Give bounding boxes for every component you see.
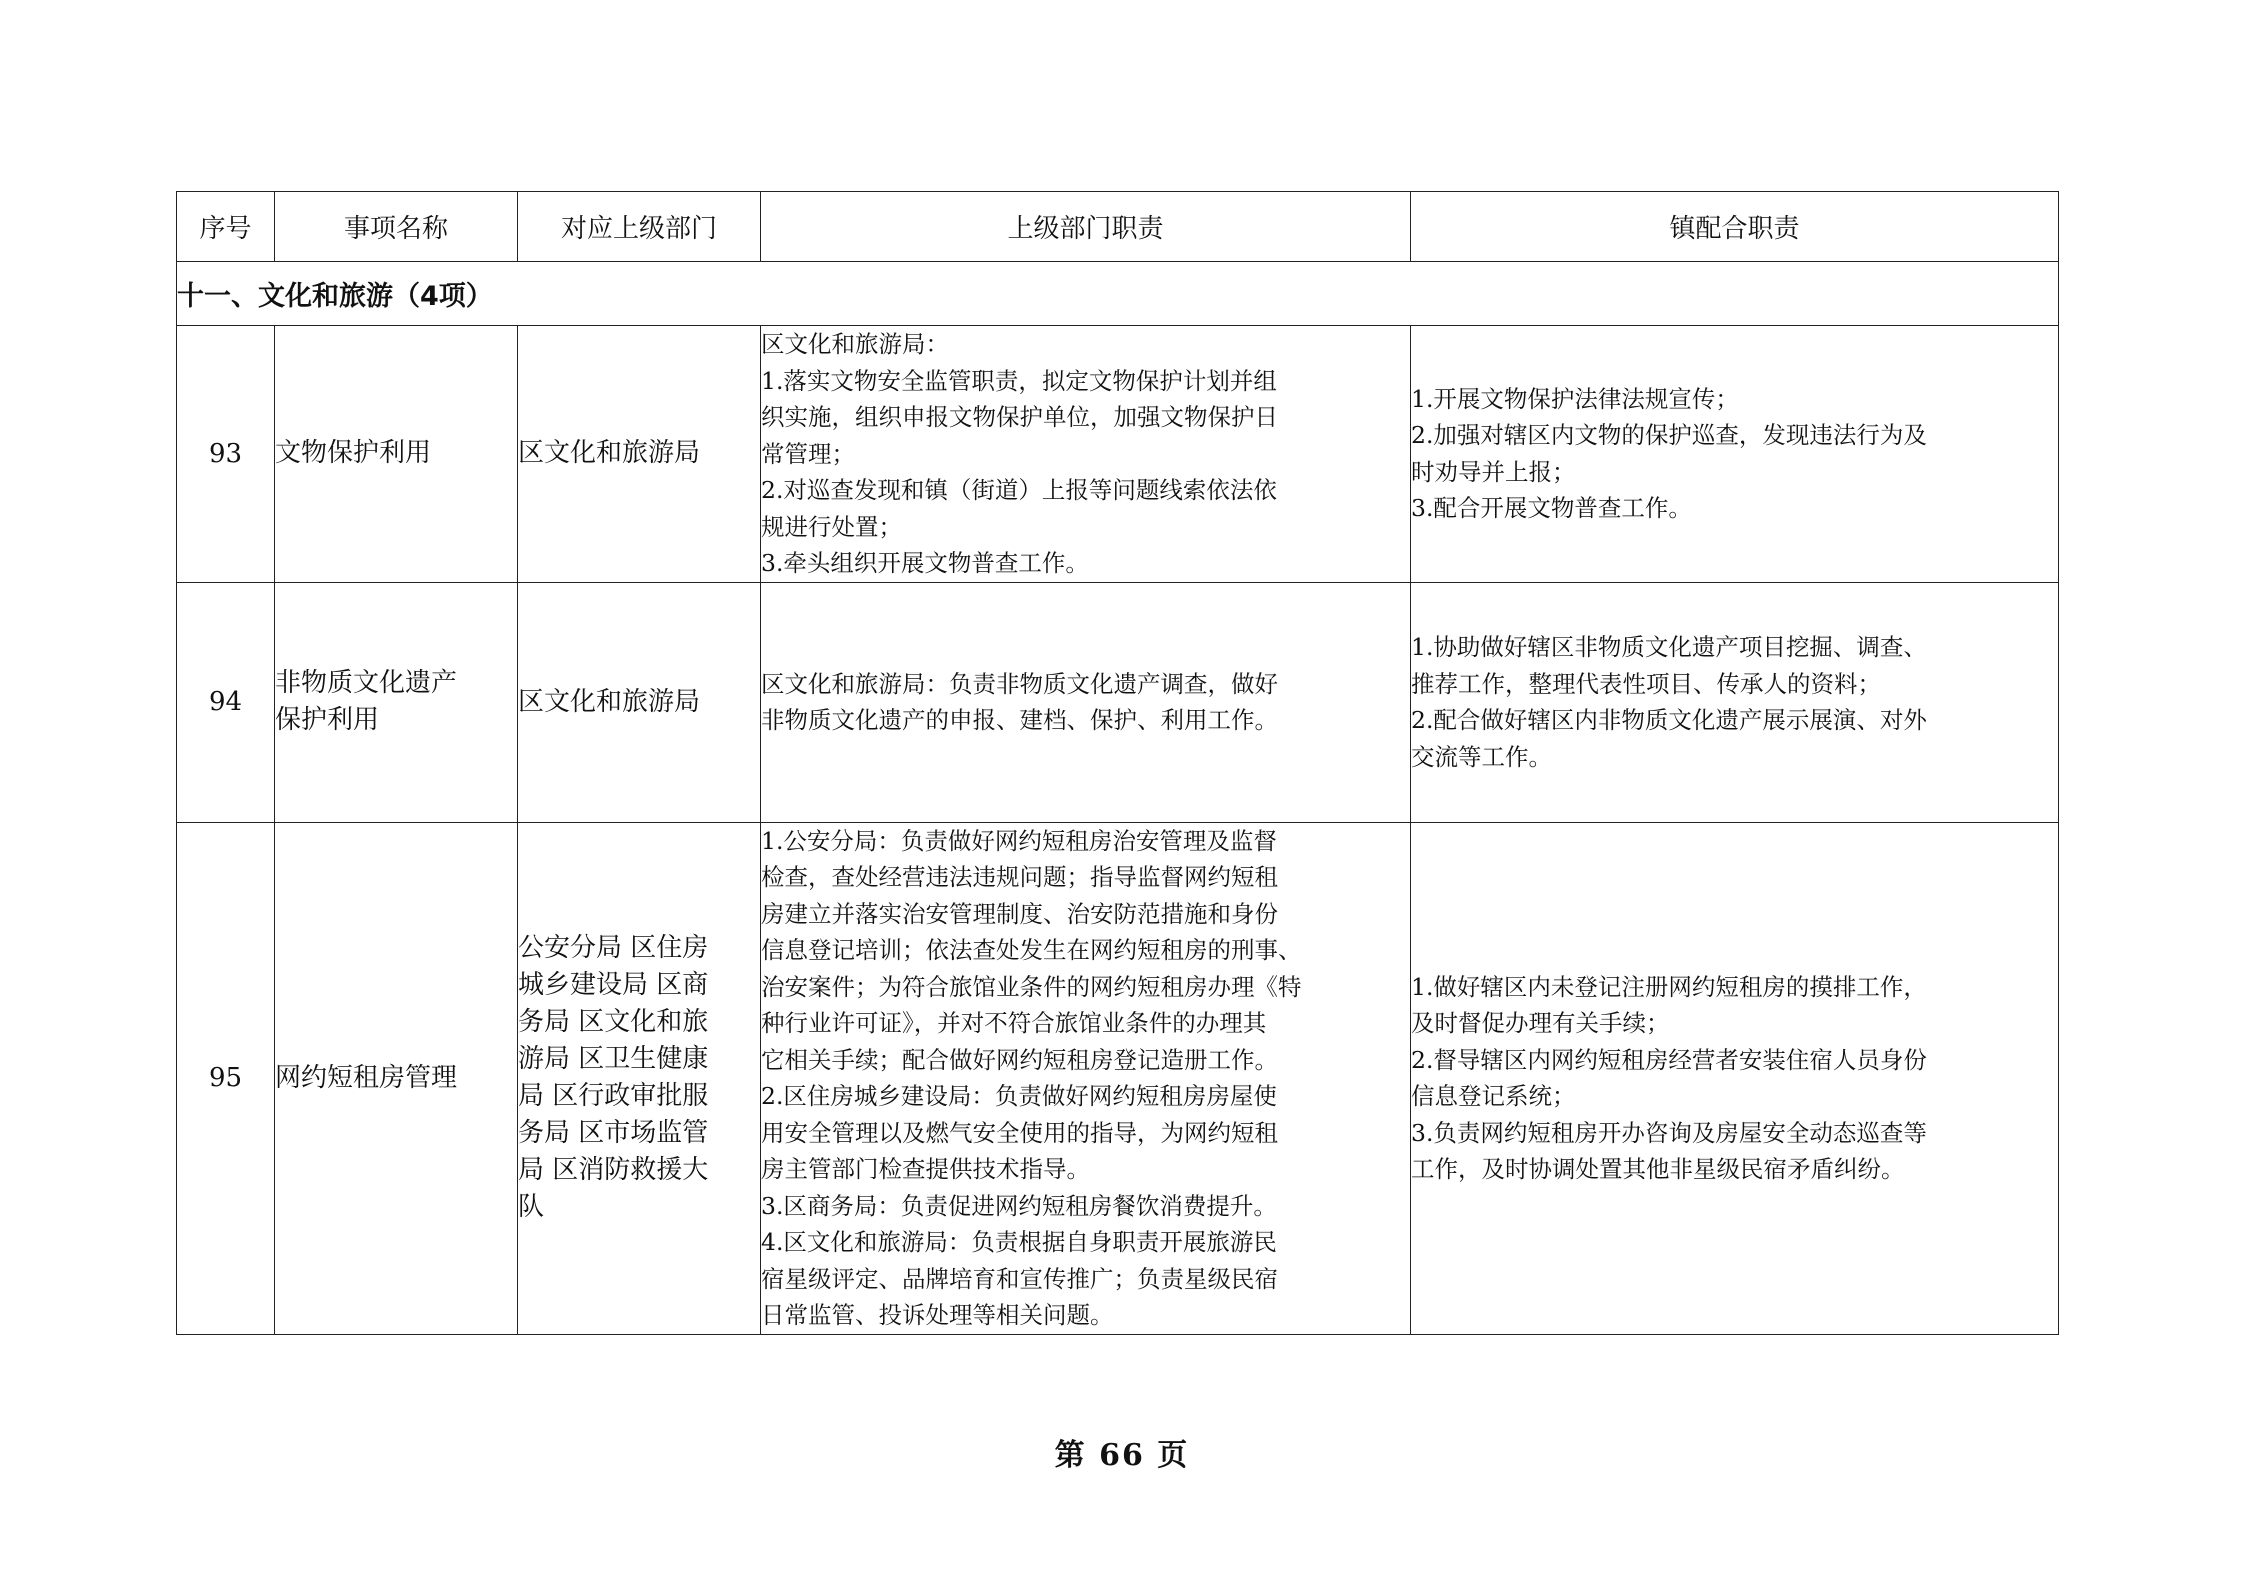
page-number: 第 66 页 (1054, 1438, 1190, 1473)
text-line: 3.负责网约短租房开办咨询及房屋安全动态巡查等 (1411, 1118, 1927, 1147)
text-line: 2.对巡查发现和镇（街道）上报等问题线索依法依 (761, 476, 1277, 504)
table-row (177, 582, 2059, 822)
table-row (177, 822, 2059, 1334)
row-town-coop-duty (1411, 822, 2059, 1334)
text-line: 及时督促办理有关手续； (1411, 1009, 1670, 1037)
text-line: 务局 区文化和旅 (518, 1007, 709, 1037)
text-line: 区文化和旅游局： (761, 330, 949, 358)
text-line: 非物质文化遗产 (275, 668, 458, 698)
table-row (177, 326, 2059, 583)
text-line: 种行业许可证》，并对不符合旅馆业条件的办理其 (761, 1009, 1267, 1037)
text-line: 2.配合做好辖区内非物质文化遗产展示展演、对外 (1411, 706, 1927, 734)
text-line: 2.督导辖区内网约短租房经营者安装住宿人员身份 (1411, 1045, 1927, 1074)
text-line: 3.配合开展文物普查工作。 (1411, 494, 1692, 523)
text-line: 织实施，组织申报文物保护单位，加强文物保护日 (761, 403, 1278, 431)
text-line: 1.协助做好辖区非物质文化遗产项目挖掘、调查、 (1411, 633, 1927, 661)
row-superior-duty (761, 582, 1411, 822)
header-row (177, 192, 2059, 262)
text-line: 区文化和旅游局 (518, 438, 701, 469)
text-line: 推荐工作，整理代表性项目、传承人的资料； (1411, 669, 1881, 698)
text-line: 局 区行政审批服 (518, 1081, 709, 1111)
text-line: 2.区住房城乡建设局：负责做好网约短租房房屋使 (761, 1082, 1277, 1110)
row-superior-duty (761, 822, 1411, 1334)
text-line: 4.区文化和旅游局：负责根据自身职责开展旅游民 (761, 1228, 1277, 1256)
text-line: 信息登记系统； (1411, 1082, 1576, 1110)
text-line: 规进行处置； (761, 512, 902, 541)
text-line: 3.区商务局：负责促进网约短租房餐饮消费提升。 (761, 1191, 1277, 1220)
row-superior-dept (518, 822, 761, 1334)
row-serial: 93 (177, 326, 275, 583)
text-line: 非物质文化遗产的申报、建档、保护、利用工作。 (761, 706, 1278, 734)
text-line: 1.公安分局：负责做好网约短租房治安管理及监督 (761, 826, 1277, 855)
section-title: 十一、文化和旅游（4项） (177, 262, 2059, 326)
text-line: 宿星级评定、品牌培育和宣传推广；负责星级民宿 (761, 1264, 1278, 1293)
text-line: 交流等工作。 (1411, 742, 1552, 771)
section-row (177, 262, 2059, 326)
header-serial: 序号 (177, 192, 275, 262)
row-item-name (275, 582, 518, 822)
text-line: 局 区消防救援大 (518, 1155, 709, 1185)
row-serial: 94 (177, 582, 275, 822)
text-line: 城乡建设局 区商 (518, 970, 709, 1000)
text-line: 2.加强对辖区内文物的保护巡查，发现违法行为及 (1411, 421, 1927, 450)
text-line: 用安全管理以及燃气安全使用的指导，为网约短租 (761, 1118, 1278, 1147)
text-line: 它相关手续；配合做好网约短租房登记造册工作。 (761, 1045, 1278, 1074)
row-town-coop-duty (1411, 582, 2059, 822)
text-line: 网约短租房管理 (275, 1062, 458, 1093)
text-line: 游局 区卫生健康 (518, 1044, 709, 1074)
row-item-name (275, 326, 518, 583)
text-line: 文物保护利用 (275, 438, 432, 469)
header-superior-dept: 对应上级部门 (518, 192, 761, 262)
text-line: 房主管部门检查提供技术指导。 (761, 1155, 1090, 1183)
text-line: 区文化和旅游局 (518, 686, 701, 717)
header-town-coop-duty: 镇配合职责 (1411, 192, 2059, 262)
text-line: 检查，查处经营违法违规问题；指导监督网约短租 (761, 863, 1278, 891)
text-line: 常管理； (761, 439, 855, 468)
text-line: 3.牵头组织开展文物普查工作。 (761, 549, 1089, 577)
text-line: 1.落实文物安全监管职责，拟定文物保护计划并组 (761, 366, 1277, 395)
row-superior-dept (518, 326, 761, 583)
text-line: 房建立并落实治安管理制度、治安防范措施和身份 (761, 899, 1278, 928)
text-line: 保护利用 (275, 705, 380, 735)
row-serial: 95 (177, 822, 275, 1334)
text-line: 公安分局 区住房 (518, 933, 709, 963)
text-line: 队 (518, 1192, 545, 1222)
header-item-name: 事项名称 (275, 192, 518, 262)
text-line: 治安案件；为符合旅馆业条件的网约短租房办理《特 (761, 972, 1302, 1001)
header-superior-duty: 上级部门职责 (761, 192, 1411, 262)
text-line: 工作，及时协调处置其他非星级民宿矛盾纠纷。 (1411, 1155, 1905, 1183)
row-superior-dept (518, 582, 761, 822)
duties-table (176, 191, 2059, 1335)
text-line: 1.做好辖区内未登记注册网约短租房的摸排工作， (1411, 972, 1927, 1001)
text-line: 区文化和旅游局：负责非物质文化遗产调查，做好 (761, 669, 1278, 698)
text-line: 日常监管、投诉处理等相关问题。 (761, 1301, 1114, 1329)
row-item-name (275, 822, 518, 1334)
row-town-coop-duty (1411, 326, 2059, 583)
text-line: 信息登记培训；依法查处发生在网约短租房的刑事、 (761, 936, 1302, 964)
text-line: 时劝导并上报； (1411, 457, 1576, 486)
text-line: 1.开展文物保护法律法规宣传； (1411, 384, 1739, 413)
text-line: 务局 区市场监管 (518, 1118, 709, 1148)
row-superior-duty (761, 326, 1411, 583)
